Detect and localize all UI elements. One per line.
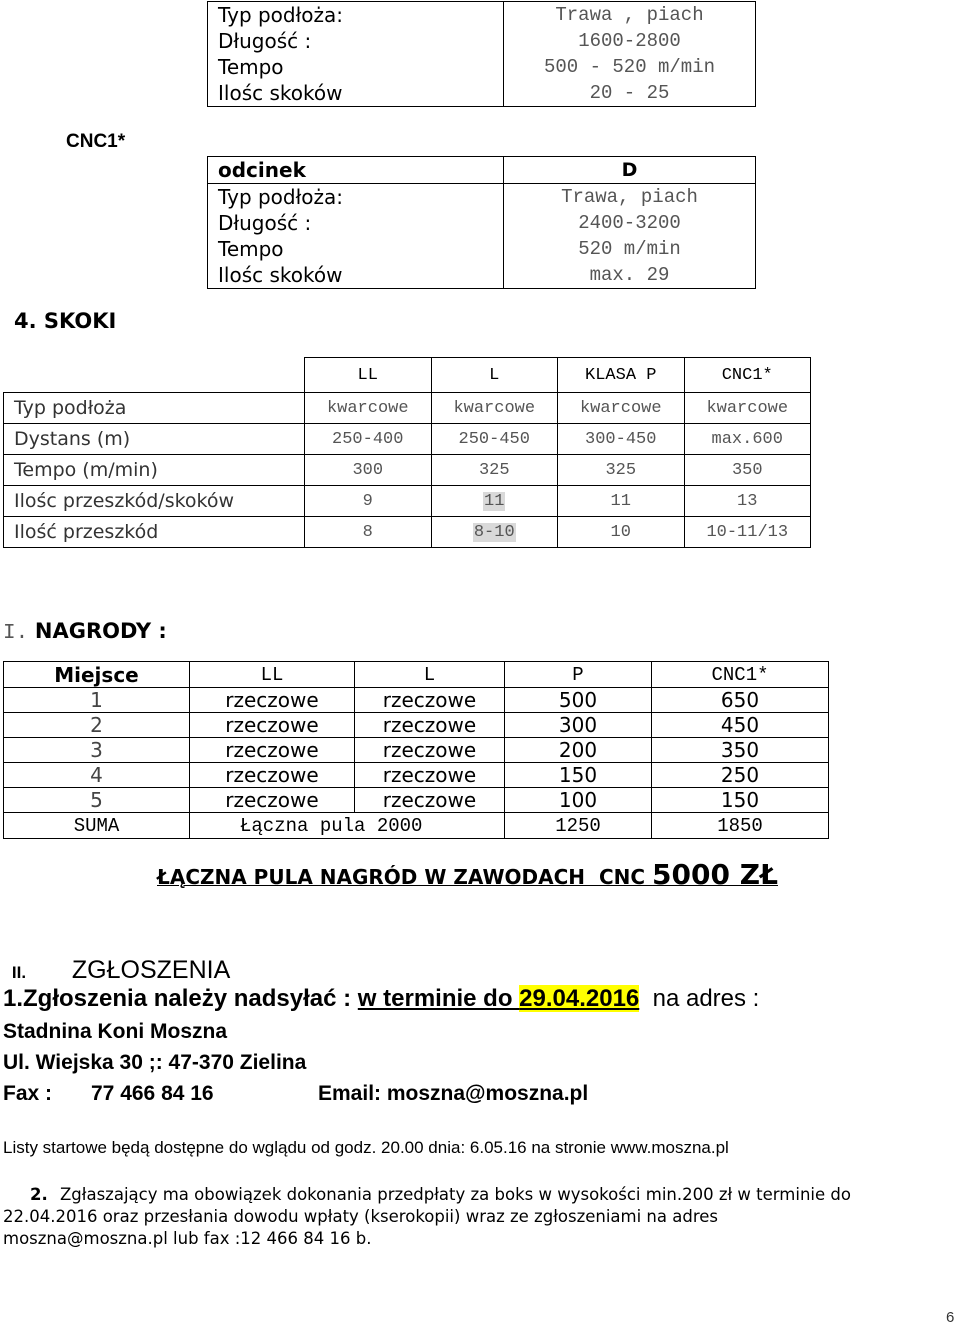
- table-cell: [431, 486, 558, 517]
- cnc-heading: CNC1*: [66, 131, 126, 152]
- section-title: NAGRODY :: [34, 619, 167, 643]
- table-row: [4, 713, 829, 738]
- section-title: ZGŁOSZENIA: [71, 956, 231, 984]
- fax-label: Fax :: [3, 1082, 53, 1105]
- column-header: CNC1*: [684, 358, 811, 393]
- zgloszenia-heading-line: [3, 938, 230, 985]
- table-cell: 325: [558, 455, 685, 486]
- start-lists-note: Listy startowe będą dostępne do wglądu od godz. 20.00 dnia: 6.05.16 na stronie www.moszna.pl: [3, 1138, 729, 1157]
- table-cell: rzeczowe: [355, 688, 505, 713]
- table-cell: 100: [505, 788, 652, 813]
- email-text: Email: moszna@moszna.pl: [318, 1082, 589, 1105]
- table-header-row: [208, 157, 756, 184]
- point-2-line-3: moszna@moszna.pl lub fax :12 466 84 16 b.: [3, 1229, 372, 1248]
- row-label: Typ podłoża: [4, 393, 305, 424]
- table-row: [4, 738, 829, 763]
- row-value: Trawa, piach: [504, 184, 756, 211]
- table-cell: kwarcowe: [558, 393, 685, 424]
- row-value: 2400-3200: [504, 210, 756, 236]
- table-b: [207, 156, 756, 289]
- header-value: D: [504, 157, 756, 184]
- table-cell: rzeczowe: [355, 738, 505, 763]
- table-cell: kwarcowe: [305, 393, 432, 424]
- table-row: [4, 788, 829, 813]
- point-2-text-1: Zgłaszający ma obowiązek dokonania przedpłaty za boks w wysokości min.200 zł w terminie do: [60, 1185, 851, 1204]
- column-header: LL: [190, 662, 355, 688]
- table-row: [4, 486, 811, 517]
- table-header-row: [4, 662, 829, 688]
- highlighted-value: 11: [484, 491, 505, 511]
- row-label: Ilośc skoków: [208, 80, 504, 107]
- table-row: [208, 210, 756, 236]
- table-cell: 11: [558, 486, 685, 517]
- table-cell: 300-450: [558, 424, 685, 455]
- table-cell: 150: [652, 788, 829, 813]
- table-row: [4, 763, 829, 788]
- table-cell: rzeczowe: [190, 788, 355, 813]
- place-cell: 3: [4, 738, 190, 763]
- table-cell: 325: [431, 455, 558, 486]
- table-cell: 250-450: [431, 424, 558, 455]
- table-cell: rzeczowe: [190, 738, 355, 763]
- place-cell: 4: [4, 763, 190, 788]
- row-value: 520 m/min: [504, 236, 756, 262]
- table-row: [208, 54, 756, 80]
- row-value: 1600-2800: [504, 28, 756, 54]
- table-cell: 8: [305, 517, 432, 548]
- table-cell: kwarcowe: [431, 393, 558, 424]
- table-cell: rzeczowe: [190, 713, 355, 738]
- point-2: [3, 1184, 943, 1250]
- table-cell: rzeczowe: [355, 763, 505, 788]
- table-row: [4, 393, 811, 424]
- row-label: Długość :: [208, 28, 504, 54]
- deadline-line: [3, 985, 759, 1013]
- table-cell: 350: [684, 455, 811, 486]
- sum-p: 1250: [505, 813, 652, 839]
- table-cell: 10: [558, 517, 685, 548]
- jumps-table: [3, 357, 811, 548]
- table-cell: 250: [652, 763, 829, 788]
- deadline-term: w terminie do: [357, 985, 520, 1012]
- row-label: Dystans (m): [4, 424, 305, 455]
- total-prize-text: ŁĄCZNA PULA NAGRÓD W ZAWODACH CNC: [157, 865, 653, 889]
- row-label: Długość :: [208, 210, 504, 236]
- table-row: [208, 28, 756, 54]
- table-cell: 450: [652, 713, 829, 738]
- table-cell: 300: [505, 713, 652, 738]
- row-value: Trawa , piach: [504, 2, 756, 29]
- row-label: Tempo: [208, 236, 504, 262]
- table-row: [4, 424, 811, 455]
- table-cell: 500: [505, 688, 652, 713]
- table-cell: 10-11/13: [684, 517, 811, 548]
- table-row: [4, 688, 829, 713]
- nagrody-heading-line: [3, 619, 167, 645]
- table-cell: 350: [652, 738, 829, 763]
- row-value: 500 - 520 m/min: [504, 54, 756, 80]
- total-prize-line: [157, 858, 778, 891]
- table-cell: rzeczowe: [190, 763, 355, 788]
- row-label: Typ podłoża:: [208, 184, 504, 211]
- fax-number: 77 466 84 16: [91, 1082, 214, 1105]
- prize-table: [3, 661, 829, 839]
- sum-row: [4, 813, 829, 839]
- column-header: Miejsce: [4, 662, 190, 688]
- page-number: 6: [946, 1309, 955, 1326]
- table-row: [208, 236, 756, 262]
- column-header: KLASA P: [558, 358, 685, 393]
- table-cell: 13: [684, 486, 811, 517]
- table-row: [208, 184, 756, 211]
- table-cell: 250-400: [305, 424, 432, 455]
- column-header: L: [355, 662, 505, 688]
- column-header: CNC1*: [652, 662, 829, 688]
- deadline-prefix: 1.Zgłoszenia należy nadsyłać :: [3, 985, 358, 1012]
- point-2-line-1: [3, 1184, 943, 1206]
- row-label: Ilośc przeszkód/skoków: [4, 486, 305, 517]
- point-number: 2.: [30, 1185, 48, 1204]
- highlighted-value: 8-10: [473, 522, 515, 542]
- row-label: Typ podłoża:: [208, 2, 504, 29]
- row-label: Ilość przeszkód: [4, 517, 305, 548]
- row-label: Tempo (m/min): [4, 455, 305, 486]
- column-header: LL: [305, 358, 432, 393]
- table-a: [207, 1, 756, 107]
- skoki-heading: 4. SKOKI: [14, 309, 117, 333]
- table-cell: 150: [505, 763, 652, 788]
- table-row: [208, 2, 756, 29]
- sum-label: SUMA: [4, 813, 190, 839]
- empty-cell: [4, 358, 305, 393]
- table-cell: max.600: [684, 424, 811, 455]
- table-cell: kwarcowe: [684, 393, 811, 424]
- table-cell: rzeczowe: [355, 788, 505, 813]
- contact-line: [3, 1082, 588, 1106]
- column-header: P: [505, 662, 652, 688]
- table-cell: rzeczowe: [355, 713, 505, 738]
- place-cell: 1: [4, 688, 190, 713]
- row-value: max. 29: [504, 262, 756, 289]
- sum-pool: Łączna pula 2000: [190, 813, 505, 839]
- table-cell: [431, 517, 558, 548]
- section-number: II.: [11, 963, 27, 982]
- place-cell: 5: [4, 788, 190, 813]
- table-cell: 200: [505, 738, 652, 763]
- table-cell: 650: [652, 688, 829, 713]
- row-label: Tempo: [208, 54, 504, 80]
- deadline-date: 29.04.2016: [519, 985, 640, 1012]
- header-label: odcinek: [208, 157, 504, 184]
- place-cell: 2: [4, 713, 190, 738]
- section-number: I.: [3, 622, 29, 645]
- column-header: L: [431, 358, 558, 393]
- deadline-suffix: na adres :: [639, 985, 760, 1012]
- row-label: Ilośc skoków: [208, 262, 504, 289]
- total-prize-amount: 5000 ZŁ: [652, 858, 778, 891]
- table-row: [4, 517, 811, 548]
- table-row: [4, 455, 811, 486]
- sum-cnc: 1850: [652, 813, 829, 839]
- table-row: [208, 80, 756, 107]
- address-line-2: Ul. Wiejska 30 ;: 47-370 Zielina: [3, 1051, 307, 1074]
- table-cell: rzeczowe: [190, 688, 355, 713]
- table-cell: 9: [305, 486, 432, 517]
- table-header-row: [4, 358, 811, 393]
- table-row: [208, 262, 756, 289]
- point-2-line-2: 22.04.2016 oraz przesłania dowodu wpłaty (kserokopii) wraz ze zgłoszeniami na adres: [3, 1207, 719, 1226]
- address-line-1: Stadnina Koni Moszna: [3, 1020, 228, 1043]
- table-cell: 300: [305, 455, 432, 486]
- row-value: 20 - 25: [504, 80, 756, 107]
